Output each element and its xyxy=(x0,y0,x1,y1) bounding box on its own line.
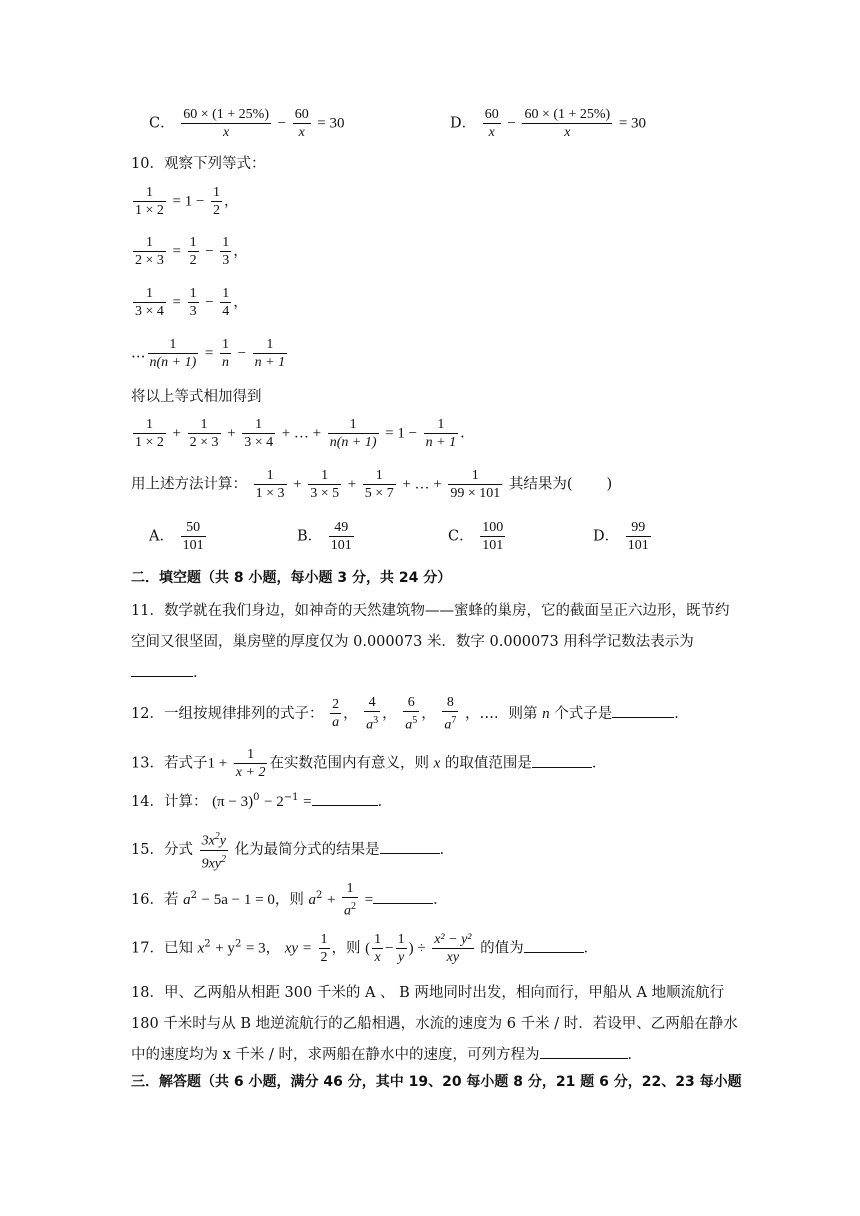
q10-option-a: A． $\frac{50}{101}$ xyxy=(149,520,204,553)
q10-eq1: $\frac{1}{1 \times 2}$ = 1 − $\frac{1}{2}$ ， xyxy=(135,185,239,218)
q10-option-c: C． $\frac{100}{101}$ xyxy=(448,520,504,553)
q10-eq4: … $\frac{1}{n(n + 1)}$ = $\frac{1}{n}$ − $\frac{1}{n + 1}$ xyxy=(131,337,286,370)
answer-blank xyxy=(532,753,592,768)
answer-blank xyxy=(380,839,440,854)
answer-blank xyxy=(312,791,378,806)
q10-eq2: $\frac{1}{2 \times 3}$ = $\frac{1}{2}$ − $\frac{1}{3}$ ， xyxy=(135,235,248,268)
answer-blank xyxy=(524,938,584,953)
section-2-title: 二．填空题（共 8 小题，每小题 3 分，共 24 分） xyxy=(131,570,452,586)
q10-sum: $\frac{1}{1 \times 2}$ + $\frac{1}{2 \times 3}$ + $\frac{1}{3 \times 4}$ + … + $\frac{1}{n(n + 1)}$ = 1 − $\frac{1}{n + 1}$ . xyxy=(135,417,465,450)
fraction: $\frac{60}{x}$ xyxy=(484,107,499,140)
q17: 17．已知 $x^2 + y^2 = 3$， xy = $\frac{1}{2}$ ，则 ( $\frac{1}{x}$ − $\frac{1}{y}$ ) ÷ $\frac{\text{x² − y²}}{xy}$ 的值为 ． xyxy=(131,932,599,965)
q14: 14．计算： $(\pi - 3)^0 - 2^{-1}$ = ． xyxy=(131,792,393,810)
q10-option-d: D． $\frac{99}{101}$ xyxy=(593,520,649,553)
answer-blank xyxy=(540,1044,628,1059)
q15: 15．分式 $\frac{3x^2y}{9xy^2}$ 化为最简分式的结果是 ． xyxy=(131,828,740,872)
answer-blank xyxy=(131,662,193,677)
q16: 16．若 $a^2 - 5a - 1 = 0$，则 $a^2$ + $\frac{1}{a^2}$ = ． xyxy=(131,881,448,919)
fraction: $\frac{60 \times (1 + 25\%)}{x}$ xyxy=(524,107,611,140)
fraction: $\frac{60}{x}$ xyxy=(294,107,309,140)
answer-blank xyxy=(373,889,433,904)
fraction: $\frac{60 \times (1 + 25\%)}{x}$ xyxy=(183,107,269,140)
answer-blank xyxy=(612,703,674,718)
q18: 18．甲、乙两船从相距 300 千米的 A 、 B 两地同时出发，相向而行，甲船从 A 地顺流航行 180 千米时与从 B 地逆流航行的乙船相遇，水流的速度为 6 千米 / 时．若设甲、乙两船在静水中的速度均为 x 千米 / 时，求两船在静水中的速度，可列方程为 ． xyxy=(131,985,738,1063)
section-3-title: 三．解答题（共 6 小题，满分 46 分，其中 19、20 每小题 8 分，21 题 6 分，22、23 每小题 xyxy=(131,1074,742,1090)
q10-option-b: B． $\frac{49}{101}$ xyxy=(297,520,352,553)
q9-option-c: C． $\frac{60 \times (1 + 25\%)}{x}$ − $\frac{60}{x}$ = 30 xyxy=(149,107,345,140)
q12: 12．一组按规律排列的式子： $\frac{2}{a}$ ， $\frac{4}{a^3}$ ， $\frac{6}{a^5}$ ， $\frac{8}{a^7}$ ，…．则第 n 个式子是 ． xyxy=(131,695,689,733)
q10-eq3: $\frac{1}{3 \times 4}$ = $\frac{1}{3}$ − $\frac{1}{4}$ ， xyxy=(135,286,248,319)
q10-calc: 用上述方法计算： $\frac{1}{1 \times 3}$ + $\frac{1}{3 \times 5}$ + $\frac{1}{5 \times 7}$ + … + $\frac{1}{99 \times 101}$ 其结果为( ) xyxy=(131,468,613,501)
q10-add-text: 将以上等式相加得到 xyxy=(131,389,262,405)
q9-option-d: D． $\frac{60}{x}$ − $\frac{60 \times (1 + 25\%)}{x}$ = 30 xyxy=(450,107,647,140)
q11: 11．数学就在我们身边，如神奇的天然建筑物——蜜蜂的巢房，它的截面呈正六边形，既节约空间又很坚固，巢房壁的厚度仅为 0.000073 米．数字 0.000073 用科学记数法表示为 ． xyxy=(131,603,730,681)
q10-intro: 10．观察下列等式： xyxy=(131,156,266,172)
q13: 13．若式子1 + $\frac{1}{x + 2}$ 在实数范围内有意义，则 x 的取值范围是 ． xyxy=(131,747,607,780)
